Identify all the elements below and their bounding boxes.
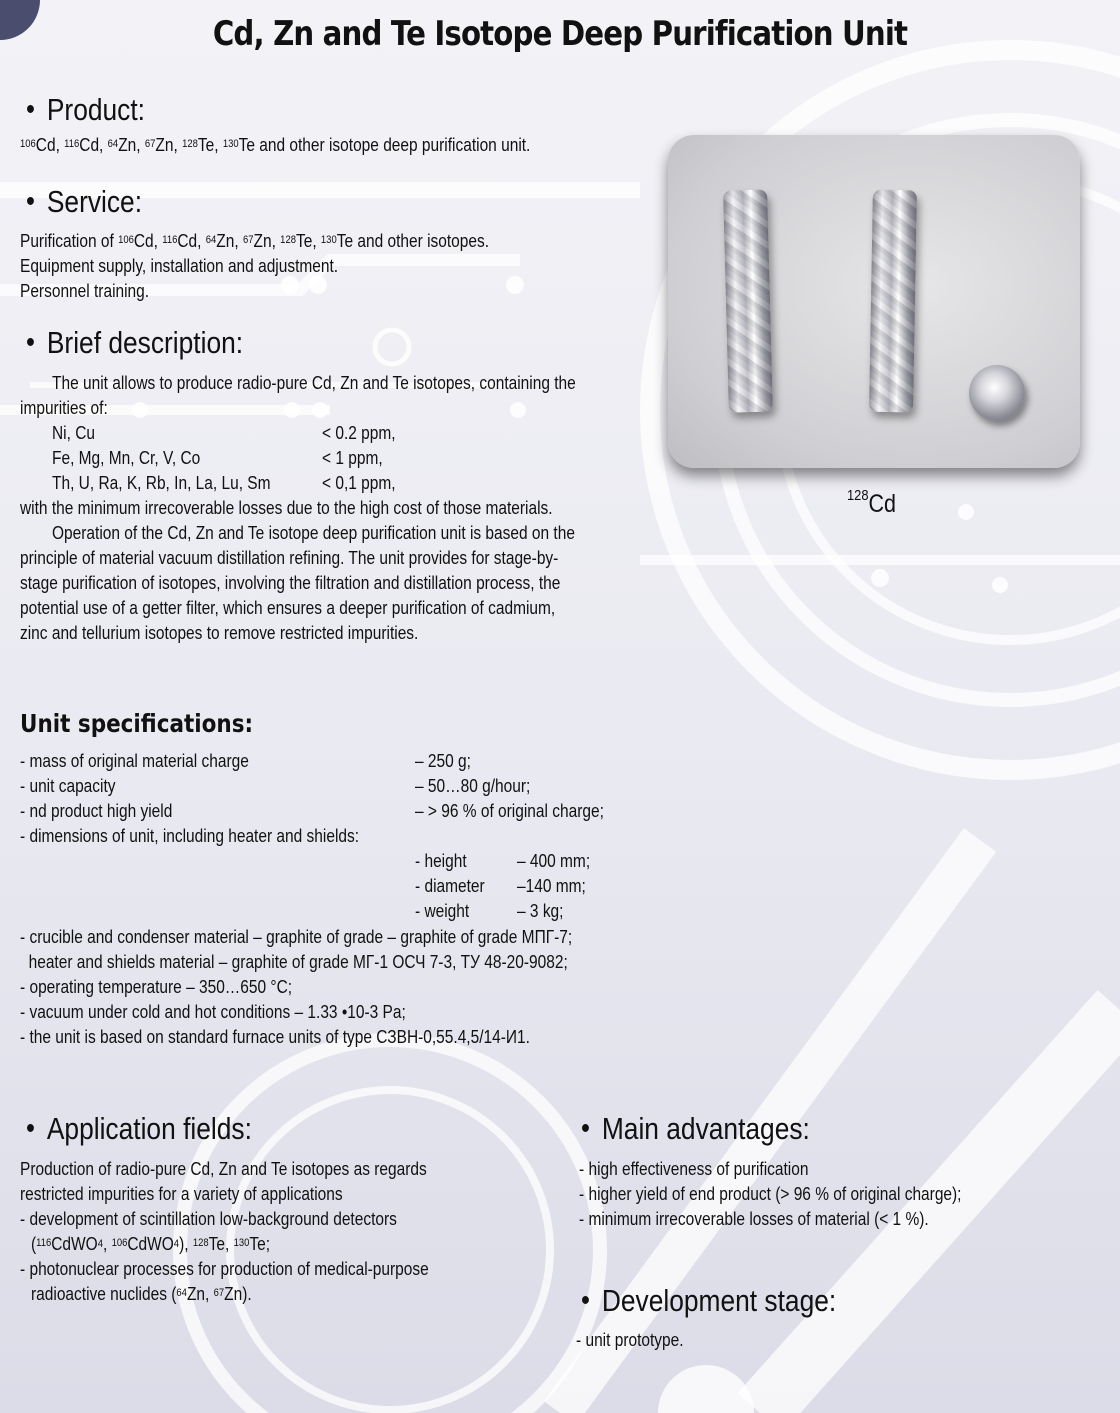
stage-heading xyxy=(581,1283,836,1319)
service-line-1: Purification of $^{106}$Cd, $^{116}$Cd, $^{64}$Zn, $^{67}$Zn, $^{128}$Te, $^{130}$Te and other isotopes. xyxy=(20,231,490,251)
bullet-icon: • xyxy=(581,1284,590,1317)
service-line-3: Personnel training. xyxy=(20,281,150,301)
spec-value: – 50…80 g/hour; xyxy=(415,776,531,796)
page-title: Cd, Zn and Te Isotope Deep Purification Unit xyxy=(212,14,908,54)
spec-value: – > 96 % of original charge; xyxy=(415,801,604,821)
spec-label: - nd product high yield xyxy=(20,801,173,821)
impurity-limit: < 0,1 ppm, xyxy=(322,473,396,493)
cadmium-rod-image xyxy=(869,190,917,413)
application-line: - photonuclear processes for production of medical-purpose xyxy=(20,1259,429,1279)
spec-value: – 250 g; xyxy=(415,751,471,771)
application-line: ($^{116}$CdWO4, $^{106}$CdWO4), $^{128}$Te, $^{130}$Te; xyxy=(31,1234,271,1254)
brief-para2-line: potential use of a getter filter, which ensures a deeper purification of cadmium, xyxy=(20,598,556,618)
application-heading-label: Application fields: xyxy=(46,1111,252,1146)
stage-text: - unit prototype. xyxy=(576,1330,684,1350)
impurity-limit: < 1 ppm, xyxy=(322,448,383,468)
spec-label: - unit capacity xyxy=(20,776,116,796)
bullet-icon: • xyxy=(26,93,35,126)
spec-label: - mass of original material charge xyxy=(20,751,249,771)
application-heading xyxy=(26,1111,252,1147)
bullet-icon: • xyxy=(26,326,35,359)
brief-after: with the minimum irrecoverable losses due to the high cost of those materials. xyxy=(20,498,553,518)
brief-heading-label: Brief description: xyxy=(46,325,244,360)
brief-heading xyxy=(26,325,243,361)
brief-para2-line: zinc and tellurium isotopes to remove restricted impurities. xyxy=(20,623,419,643)
advantages-heading-label: Main advantages: xyxy=(601,1111,810,1146)
spec-line: heater and shields material – graphite of grade МГ-1 ОСЧ 7-3, ТУ 48-20-9082; xyxy=(20,952,568,972)
dim-value: – 400 mm; xyxy=(517,851,591,871)
advantage-item: - high effectiveness of purification xyxy=(579,1159,809,1179)
brief-para2-line: Operation of the Cd, Zn and Te isotope deep purification unit is based on the xyxy=(52,523,575,543)
bullet-icon: • xyxy=(581,1112,590,1145)
service-heading xyxy=(26,184,142,220)
cadmium-samples-photo xyxy=(668,135,1080,468)
photo-caption: $^{128}$Cd xyxy=(847,487,897,518)
impurity-limit: < 0.2 ppm, xyxy=(322,423,396,443)
bullet-icon: • xyxy=(26,1112,35,1145)
brief-intro-2: impurities of: xyxy=(20,398,108,418)
brief-para2-line: stage purification of isotopes, involving the filtration and distillation process, the xyxy=(20,573,561,593)
spec-line: - operating temperature – 350…650 °С; xyxy=(20,977,293,997)
dim-value: –140 mm; xyxy=(517,876,586,896)
spec-label: - dimensions of unit, including heater and shields: xyxy=(20,826,360,846)
product-heading xyxy=(26,92,145,128)
spec-line: - vacuum under cold and hot conditions – 1.33 •10-3 Pa; xyxy=(20,1002,406,1022)
impurity-elements: Th, U, Ra, K, Rb, In, La, Lu, Sm xyxy=(52,473,271,493)
product-text: $^{106}$Cd, $^{116}$Cd, $^{64}$Zn, $^{67}$Zn, $^{128}$Te, $^{130}$Te and other isotope deep purification unit. xyxy=(20,135,531,155)
advantage-item: - higher yield of end product (> 96 % of original charge); xyxy=(579,1184,962,1204)
cadmium-rod-image xyxy=(723,189,773,412)
dim-label: - height xyxy=(415,851,467,871)
advantage-item: - minimum irrecoverable losses of material (< 1 %). xyxy=(579,1209,929,1229)
application-line: Production of radio-pure Cd, Zn and Te isotopes as regards xyxy=(20,1159,427,1179)
stage-heading-label: Development stage: xyxy=(601,1283,837,1318)
service-heading-label: Service: xyxy=(46,184,143,219)
bullet-icon: • xyxy=(26,185,35,218)
product-heading-label: Product: xyxy=(46,92,145,127)
specs-heading: Unit specifications: xyxy=(20,709,254,738)
impurity-elements: Fe, Mg, Mn, Cr, V, Co xyxy=(52,448,201,468)
application-line: - development of scintillation low-background detectors xyxy=(20,1209,397,1229)
dim-label: - diameter xyxy=(415,876,485,896)
application-line: radioactive nuclides ($^{64}$Zn, $^{67}$Zn). xyxy=(31,1284,252,1304)
spec-line: - crucible and condenser material – graphite of grade – graphite of grade МПГ-7; xyxy=(20,927,573,947)
brief-para2-line: principle of material vacuum distillation refining. The unit provides for stage-by- xyxy=(20,548,559,568)
advantages-heading xyxy=(581,1111,810,1147)
application-line: restricted impurities for a variety of applications xyxy=(20,1184,343,1204)
service-line-2: Equipment supply, installation and adjustment. xyxy=(20,256,339,276)
dim-label: - weight xyxy=(415,901,470,921)
dim-value: – 3 kg; xyxy=(517,901,564,921)
impurity-elements: Ni, Cu xyxy=(52,423,96,443)
cadmium-pellet-image xyxy=(969,365,1025,421)
brief-intro-1: The unit allows to produce radio-pure Cd, Zn and Te isotopes, containing the xyxy=(52,373,576,393)
spec-line: - the unit is based on standard furnace units of type СЗВН-0,55.4,5/14-И1. xyxy=(20,1027,530,1047)
